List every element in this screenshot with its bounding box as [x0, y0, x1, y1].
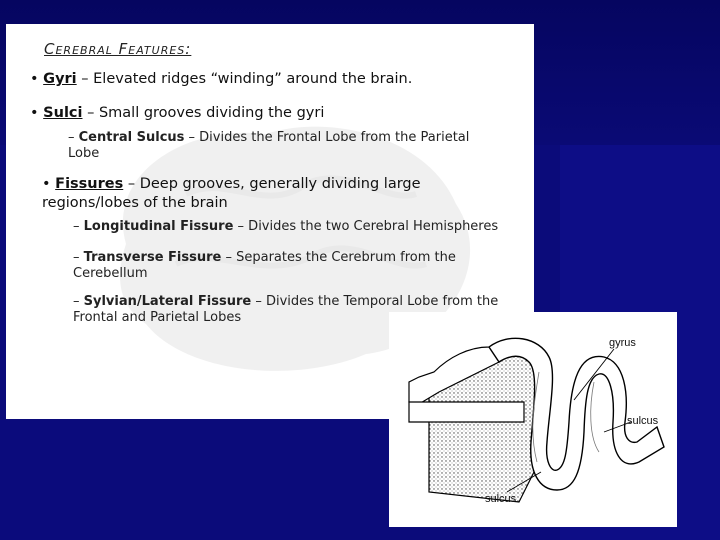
sub-sylvian-fissure: – Sylvian/Lateral Fissure – Divides the Temporal Lobe from the Frontal and Parietal Lobes [73, 294, 499, 325]
sub-central-sulcus: – Central Sulcus – Divides the Frontal Lobe from the Parietal Lobe [68, 130, 470, 161]
sub-longitudinal-fissure: – Longitudinal Fissure – Divides the two Cerebral Hemispheres [73, 219, 499, 234]
desc-sylvian-fissure: – Divides the Temporal Lobe from the Frontal and Parietal Lobes [73, 294, 499, 325]
label-sulcus-right: sulcus [627, 415, 659, 427]
term-sylvian-fissure: Sylvian/Lateral Fissure [83, 294, 252, 309]
desc-sulci: – Small grooves dividing the gyri [82, 105, 325, 121]
term-fissures: Fissures [55, 176, 124, 192]
background-left-band [0, 420, 80, 540]
term-transverse-fissure: Transverse Fissure [83, 250, 222, 265]
term-central-sulcus: Central Sulcus [78, 130, 185, 145]
term-sulci: Sulci [43, 105, 83, 121]
shading-line [591, 382, 599, 452]
term-gyri: Gyri [43, 71, 77, 87]
bullet-gyri: • Gyri – Elevated ridges “winding” around the brain. [30, 71, 413, 87]
desc-transverse-fissure: – Separates the Cerebrum from the Cerebellum [73, 250, 456, 281]
desc-central-sulcus: – Divides the Frontal Lobe from the Parietal Lobe [68, 130, 470, 161]
bullet-sulci: • Sulci – Small grooves dividing the gyri [30, 105, 325, 121]
gyrus-sulcus-diagram [389, 312, 677, 527]
cortex-fold-drawing [389, 312, 677, 527]
slide-title: Cerebral Features: [44, 40, 192, 58]
label-gyrus: gyrus [609, 337, 636, 349]
sub-transverse-fissure: – Transverse Fissure – Separates the Cerebrum from the Cerebellum [73, 250, 456, 281]
desc-fissures: – Deep grooves, generally dividing large regions/lobes of the brain [42, 176, 421, 211]
desc-gyri: – Elevated ridges “winding” around the brain. [76, 71, 413, 87]
bullet-fissures: • Fissures – Deep grooves, generally dividing large regions/lobes of the brain [42, 176, 421, 211]
desc-longitudinal-fissure: – Divides the two Cerebral Hemispheres [233, 219, 499, 234]
front-slab-face [409, 402, 524, 422]
label-sulcus-bottom: sulcus [485, 493, 517, 505]
term-longitudinal-fissure: Longitudinal Fissure [83, 219, 234, 234]
